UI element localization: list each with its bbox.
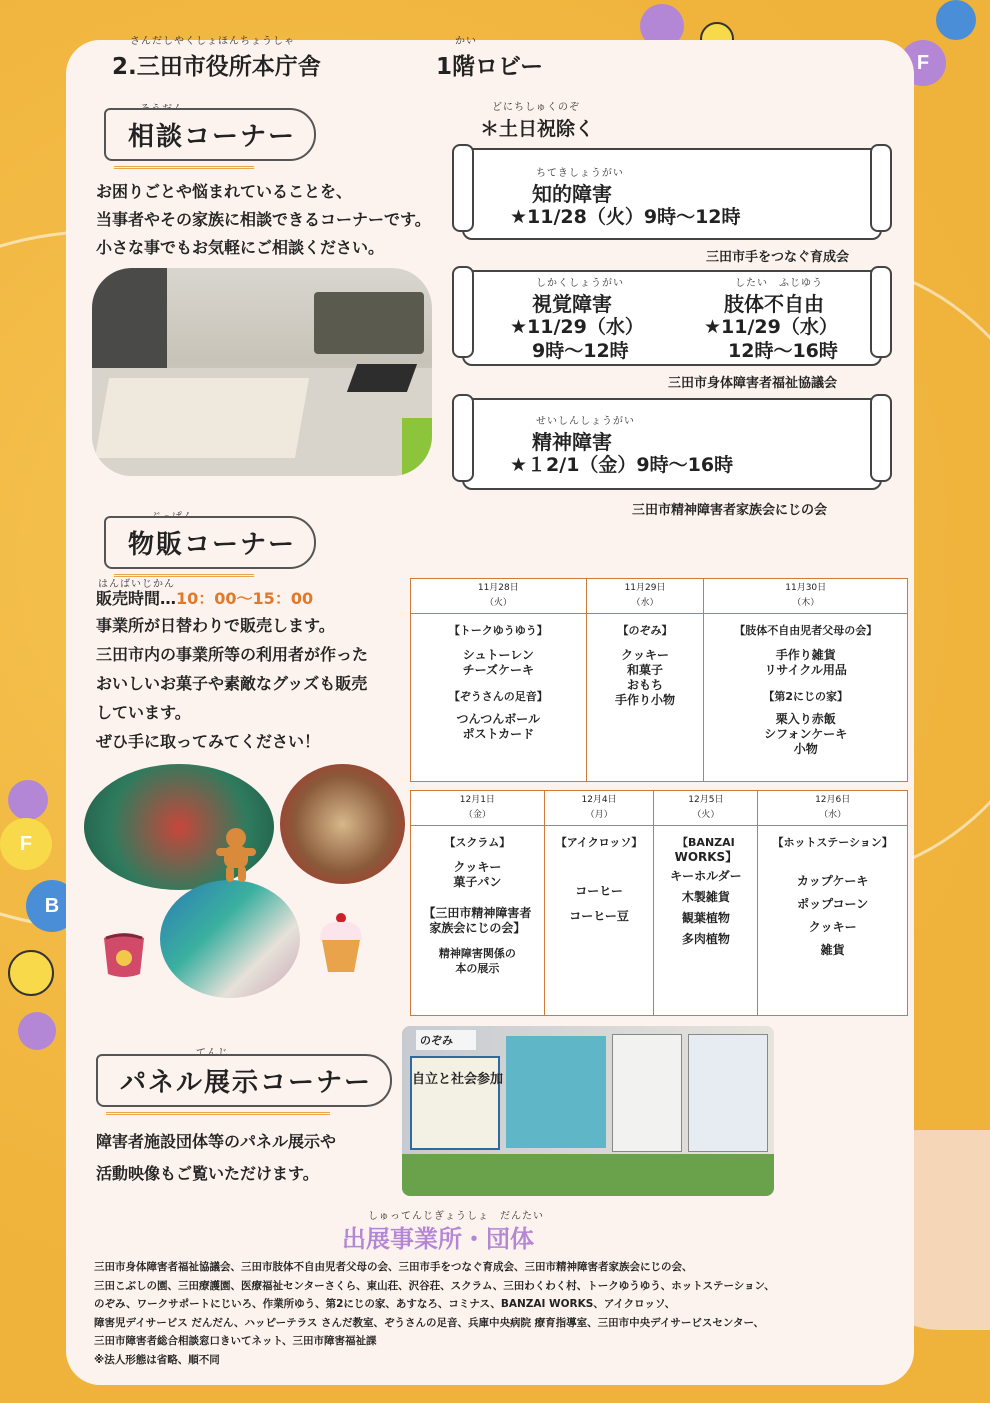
consult-description xyxy=(96,178,431,262)
schedule-title: 視覚障害 xyxy=(532,292,612,316)
exhibitors-note: ※法人形態は省略、順不同 xyxy=(94,1353,220,1366)
consult-line: 当事者やその家族に相談できるコーナーです。 xyxy=(96,210,431,229)
exhibitors-line: 障害児デイサービス だんだん、ハッピーテラス さんだ教室、ぞうさんの足音、兵庫中央病院 療育指導室、三田市中央デイサービスセンター、 xyxy=(94,1316,765,1329)
panel-photo-text: のぞみ xyxy=(416,1030,476,1050)
schedule-title: 精神障害 xyxy=(532,430,612,454)
schedule-line: 9時～12時 xyxy=(532,340,629,362)
schedule-ruby: せいしんしょうがい xyxy=(536,416,635,427)
table-cell: 【トークゆうゆう】 シュトーレン チーズケーキ 【ぞうさんの足音】 つんつんボール ポストカード xyxy=(411,614,587,782)
pouch-icon xyxy=(94,918,154,978)
sales-description xyxy=(96,611,368,756)
exhibitors-line: のぞみ、ワークサポートにじいろ、作業所ゆう、第2にじの家、あすなろ、コミナス、BANZAI WORKS、アイクロッソ、 xyxy=(94,1298,676,1310)
gingerbread-icon xyxy=(214,826,258,884)
schedule-line: 12時～16時 xyxy=(728,340,838,362)
panel-photo-text: 自立と社会参加 xyxy=(412,1072,504,1087)
table-cell: 【のぞみ】 クッキー 和菓子 おもち 手作り小物 xyxy=(586,614,704,782)
consult-title: 相談コーナー xyxy=(104,108,316,161)
consult-line: 小さな事でもお気軽にご相談ください。 xyxy=(96,238,385,257)
schedule-org: 三田市精神障害者家族会にじの会 xyxy=(632,503,828,518)
exhibitors-line: 三田市障害者総合相談窓口きいてネット、三田市障害福祉課 xyxy=(94,1335,377,1347)
panel-description xyxy=(96,1126,336,1190)
section-title: 2.三田市役所本庁舎 xyxy=(112,54,321,80)
schedule-line: ★１2/1（金）9時～16時 xyxy=(510,454,734,476)
sales-line: 事業所が日替わりで販売します。 xyxy=(96,616,335,635)
schedule-title: 肢体不自由 xyxy=(724,292,824,316)
consult-line: お困りごとや悩まれていることを、 xyxy=(96,182,353,201)
exhibitors-line: 三田こぶしの園、三田療護園、医療福祉センターさくら、東山荘、沢谷荘、スクラム、三田わくわく村、トークゆうゆう、ホットステーション、 xyxy=(94,1279,775,1292)
table-cell: 【肢体不自由児者父母の会】 手作り雑貨 リサイクル用品 【第2にじの家】 栗入り赤飯 シフォンケーキ 小物 xyxy=(704,614,908,782)
table-cell: 【スクラム】 クッキー 菓子パン 【三田市精神障害者 家族会にじの会】 精神障害関係の 本の展示 xyxy=(411,826,545,1016)
closed-ruby: どにちしゅくのぞ xyxy=(492,102,580,113)
schedule-line: ★11/29（水） xyxy=(704,316,838,338)
section-title-floor: 1階ロビー xyxy=(436,54,544,80)
sales-table-week2 xyxy=(410,790,908,1016)
exhibitors-title: 出展事業所・団体 xyxy=(342,1225,534,1253)
panel-line: 活動映像もご覧いただけます。 xyxy=(96,1164,319,1183)
schedule-ruby: しかくしょうがい xyxy=(536,278,624,289)
schedule-org: 三田市手をつなぐ育成会 xyxy=(706,250,850,265)
sales-title: 物販コーナー xyxy=(104,516,316,569)
sales-line: おいしいお菓子や素敵なグッズも販売 xyxy=(96,674,368,693)
table-cell: 【BANZAI WORKS】 キーホルダー 木製雑貨 観葉植物 多肉植物 xyxy=(654,826,758,1016)
exhibitors-line: 三田市身体障害者福祉協議会、三田市肢体不自由児者父母の会、三田市手をつなぐ育成会、三田市精神障害者家族会にじの会、 xyxy=(94,1261,693,1273)
schedule-ruby: したい ふじゆう xyxy=(735,278,823,289)
hours-ruby: はんばいじかん xyxy=(98,579,175,590)
schedule-line: ★11/29（水） xyxy=(510,316,644,338)
panel-photo xyxy=(402,1026,774,1196)
schedule-line: ★11/28（火）9時～12時 xyxy=(510,206,741,228)
table-header: 12月5日 （火） xyxy=(654,791,758,826)
consult-photo xyxy=(92,268,432,476)
table-header: 11月29日 （水） xyxy=(586,579,704,614)
sales-line: 三田市内の事業所等の利用者が作った xyxy=(96,645,369,664)
exhibitors-ruby: しゅってんじぎょうしょ だんたい xyxy=(368,1211,544,1222)
panel-title: パネル展示コーナー xyxy=(96,1054,392,1107)
letter-bead-f2: F xyxy=(900,40,946,86)
sales-line: ぜひ手に取ってみてください！ xyxy=(96,732,321,751)
title-ruby: さんだしやくしょほんちょうしゃ xyxy=(130,36,295,47)
closed-note: ＊土日祝除く xyxy=(480,118,595,140)
hours-label: 販売時間… xyxy=(96,589,177,608)
sales-hours xyxy=(96,585,313,613)
bead xyxy=(8,780,48,820)
sales-table-week1 xyxy=(410,578,908,782)
letter-bead-b2: B xyxy=(26,880,78,932)
table-cell: 【ホットステーション】 カップケーキ ポップコーン クッキー 雑貨 xyxy=(758,826,908,1016)
table-header: 12月4日 （月） xyxy=(544,791,654,826)
cupcake-icon xyxy=(316,910,366,974)
schedule-org: 三田市身体障害者福祉協議会 xyxy=(668,376,838,391)
table-cell: 【アイクロッソ】 コーヒー コーヒー豆 xyxy=(544,826,654,1016)
exhibitors-list xyxy=(94,1258,914,1369)
title-ruby-right: かい xyxy=(455,36,477,47)
sales-line: しています。 xyxy=(96,703,191,722)
sales-photo-crafts xyxy=(280,764,405,884)
smile-bead xyxy=(8,950,54,996)
table-header: 11月28日 （火） xyxy=(411,579,587,614)
table-header: 12月1日 （金） xyxy=(411,791,545,826)
bead xyxy=(936,0,976,40)
sales-photo-goods xyxy=(160,880,300,998)
table-header: 12月6日 （水） xyxy=(758,791,908,826)
schedule-title: 知的障害 xyxy=(532,182,612,206)
hours-value: 10：00～15：00 xyxy=(176,589,314,608)
schedule-ruby: ちてきしょうがい xyxy=(536,168,624,179)
bead xyxy=(18,1012,56,1050)
panel-line: 障害者施設団体等のパネル展示や xyxy=(96,1132,337,1151)
table-header: 11月30日 （木） xyxy=(704,579,908,614)
letter-bead-f3: F xyxy=(0,818,52,870)
